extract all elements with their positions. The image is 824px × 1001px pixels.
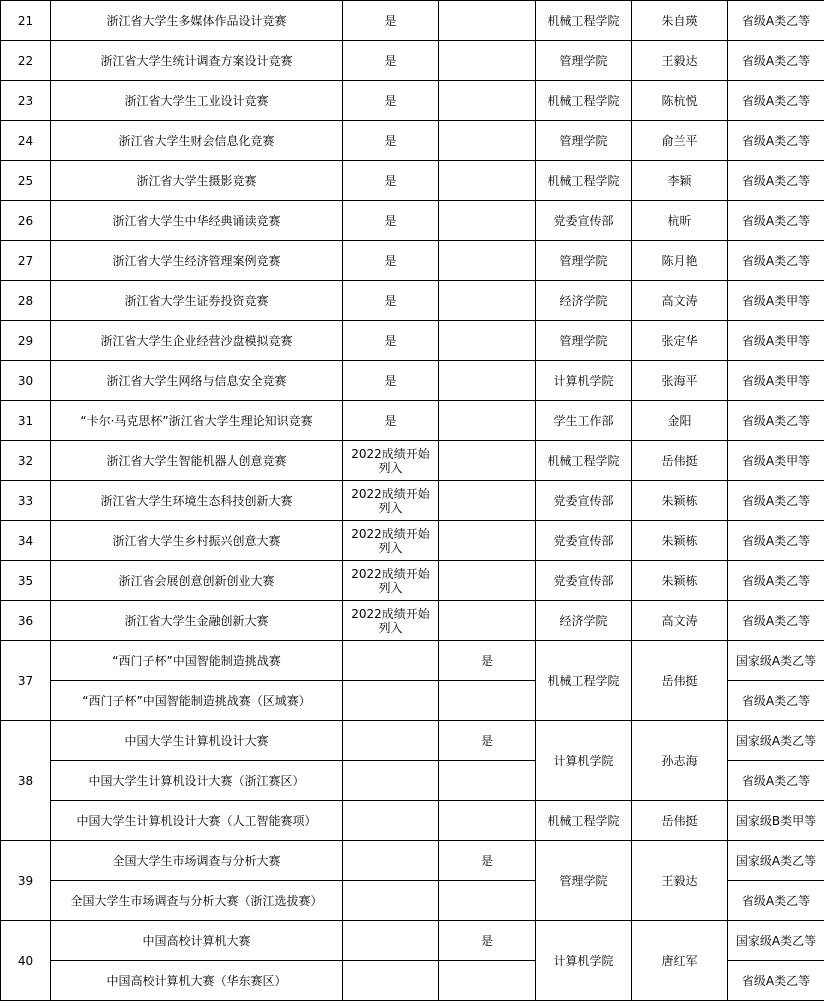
- competition-level: 省级A类甲等: [728, 321, 824, 361]
- blank-cell: [439, 121, 536, 161]
- table-row: [1, 241, 824, 281]
- competition-level: 国家级A类乙等: [728, 921, 824, 961]
- organizer-unit: 机械工程学院: [536, 641, 632, 721]
- included-flag: 是: [439, 841, 536, 881]
- table-row: [1, 801, 824, 841]
- organizer-unit: 管理学院: [536, 241, 632, 281]
- competition-level: 国家级A类乙等: [728, 841, 824, 881]
- contact-person: 唐红军: [632, 921, 728, 1001]
- blank-cell: [343, 881, 439, 921]
- organizer-unit: 计算机学院: [536, 921, 632, 1001]
- included-flag: 2022成绩开始列入: [343, 481, 439, 521]
- competition-name: 中国大学生计算机设计大赛（浙江赛区）: [51, 761, 343, 801]
- contact-person: 朱颖栋: [632, 481, 728, 521]
- blank-cell: [439, 241, 536, 281]
- competition-name: 浙江省大学生多媒体作品设计竞赛: [51, 1, 343, 41]
- organizer-unit: 机械工程学院: [536, 161, 632, 201]
- competition-name: 浙江省大学生中华经典诵读竞赛: [51, 201, 343, 241]
- table-row: [1, 81, 824, 121]
- row-no: 24: [1, 121, 51, 161]
- blank-cell: [439, 521, 536, 561]
- blank-cell: [439, 681, 536, 721]
- table-row: [1, 121, 824, 161]
- competition-level: 国家级A类乙等: [728, 641, 824, 681]
- included-flag: 是: [343, 401, 439, 441]
- blank-cell: [439, 401, 536, 441]
- competition-name: 中国大学生计算机设计大赛（人工智能赛项）: [51, 801, 343, 841]
- competition-name: 浙江省大学生环境生态科技创新大赛: [51, 481, 343, 521]
- contact-person: 朱颖栋: [632, 561, 728, 601]
- competition-name: 全国大学生市场调查与分析大赛: [51, 841, 343, 881]
- blank-cell: [439, 761, 536, 801]
- organizer-unit: 管理学院: [536, 841, 632, 921]
- contact-person: 岳伟挺: [632, 801, 728, 841]
- blank-cell: [439, 441, 536, 481]
- contact-person: 杭昕: [632, 201, 728, 241]
- contact-person: 岳伟挺: [632, 441, 728, 481]
- blank-cell: [439, 201, 536, 241]
- competition-level: 省级A类乙等: [728, 201, 824, 241]
- competition-level: 省级A类甲等: [728, 361, 824, 401]
- table-row: [1, 361, 824, 401]
- competition-level: 省级A类乙等: [728, 81, 824, 121]
- blank-cell: [343, 761, 439, 801]
- organizer-unit: 机械工程学院: [536, 81, 632, 121]
- blank-cell: [343, 681, 439, 721]
- organizer-unit: 机械工程学院: [536, 801, 632, 841]
- row-no: 22: [1, 41, 51, 81]
- blank-cell: [439, 281, 536, 321]
- contact-person: 高文涛: [632, 281, 728, 321]
- included-flag: 是: [343, 161, 439, 201]
- included-flag: 2022成绩开始列入: [343, 441, 439, 481]
- contact-person: 高文涛: [632, 601, 728, 641]
- blank-cell: [439, 361, 536, 401]
- included-flag: 是: [343, 361, 439, 401]
- competition-name: “卡尔·马克思杯”浙江省大学生理论知识竞赛: [51, 401, 343, 441]
- contact-person: 陈杭悦: [632, 81, 728, 121]
- included-flag: 是: [439, 721, 536, 761]
- competition-level: 省级A类乙等: [728, 121, 824, 161]
- blank-cell: [439, 881, 536, 921]
- blank-cell: [439, 801, 536, 841]
- organizer-unit: 党委宣传部: [536, 481, 632, 521]
- row-no: 35: [1, 561, 51, 601]
- blank-cell: [343, 721, 439, 761]
- row-no: 28: [1, 281, 51, 321]
- row-no: 29: [1, 321, 51, 361]
- organizer-unit: 计算机学院: [536, 721, 632, 801]
- row-no: 26: [1, 201, 51, 241]
- table-row: [1, 401, 824, 441]
- competition-level: 省级A类乙等: [728, 41, 824, 81]
- competition-name: 浙江省大学生统计调查方案设计竞赛: [51, 41, 343, 81]
- competition-name: 浙江省大学生企业经营沙盘模拟竞赛: [51, 321, 343, 361]
- row-no: 23: [1, 81, 51, 121]
- table-row: [1, 441, 824, 481]
- organizer-unit: 学生工作部: [536, 401, 632, 441]
- competition-level: 国家级B类甲等: [728, 801, 824, 841]
- table-row: [1, 321, 824, 361]
- blank-cell: [439, 81, 536, 121]
- contact-person: 张海平: [632, 361, 728, 401]
- competition-level: 省级A类乙等: [728, 161, 824, 201]
- blank-cell: [439, 321, 536, 361]
- contact-person: 俞兰平: [632, 121, 728, 161]
- blank-cell: [343, 841, 439, 881]
- competition-name: 浙江省大学生智能机器人创意竞赛: [51, 441, 343, 481]
- row-no: 40: [1, 921, 51, 1001]
- row-no: 31: [1, 401, 51, 441]
- blank-cell: [439, 601, 536, 641]
- blank-cell: [343, 961, 439, 1001]
- organizer-unit: 计算机学院: [536, 361, 632, 401]
- organizer-unit: 党委宣传部: [536, 561, 632, 601]
- included-flag: 2022成绩开始列入: [343, 561, 439, 601]
- competition-level: 国家级A类乙等: [728, 721, 824, 761]
- contact-person: 金阳: [632, 401, 728, 441]
- table-row: [1, 521, 824, 561]
- competition-name: “西门子杯”中国智能制造挑战赛（区域赛）: [51, 681, 343, 721]
- competition-level: 省级A类甲等: [728, 281, 824, 321]
- organizer-unit: 机械工程学院: [536, 1, 632, 41]
- blank-cell: [439, 961, 536, 1001]
- competition-name: 全国大学生市场调查与分析大赛（浙江选拔赛）: [51, 881, 343, 921]
- table-row: [1, 841, 824, 881]
- row-no: 32: [1, 441, 51, 481]
- row-no: 27: [1, 241, 51, 281]
- included-flag: 是: [439, 921, 536, 961]
- table-row: [1, 41, 824, 81]
- contact-person: 朱颖栋: [632, 521, 728, 561]
- organizer-unit: 管理学院: [536, 41, 632, 81]
- row-no: 37: [1, 641, 51, 721]
- organizer-unit: 管理学院: [536, 321, 632, 361]
- competition-level: 省级A类乙等: [728, 241, 824, 281]
- included-flag: 是: [343, 41, 439, 81]
- contact-person: 孙志海: [632, 721, 728, 801]
- blank-cell: [343, 801, 439, 841]
- competition-name: 浙江省大学生乡村振兴创意大赛: [51, 521, 343, 561]
- row-no: 38: [1, 721, 51, 841]
- competition-level: 省级A类乙等: [728, 961, 824, 1001]
- competition-level: 省级A类乙等: [728, 561, 824, 601]
- contact-person: 王毅达: [632, 41, 728, 81]
- included-flag: 是: [343, 281, 439, 321]
- organizer-unit: 经济学院: [536, 601, 632, 641]
- included-flag: 是: [343, 201, 439, 241]
- organizer-unit: 机械工程学院: [536, 441, 632, 481]
- competition-level: 省级A类乙等: [728, 521, 824, 561]
- row-no: 33: [1, 481, 51, 521]
- included-flag: 是: [439, 641, 536, 681]
- competition-level: 省级A类甲等: [728, 441, 824, 481]
- competition-name: 浙江省大学生财会信息化竞赛: [51, 121, 343, 161]
- blank-cell: [439, 561, 536, 601]
- competition-name: 浙江省大学生金融创新大赛: [51, 601, 343, 641]
- competition-level: 省级A类乙等: [728, 881, 824, 921]
- competition-name: 中国高校计算机大赛（华东赛区）: [51, 961, 343, 1001]
- included-flag: 是: [343, 241, 439, 281]
- competition-level: 省级A类乙等: [728, 1, 824, 41]
- competition-name: 浙江省大学生证券投资竞赛: [51, 281, 343, 321]
- table-row: [1, 201, 824, 241]
- table-row: [1, 921, 824, 961]
- row-no: 25: [1, 161, 51, 201]
- table-row: [1, 721, 824, 761]
- contact-person: 李颖: [632, 161, 728, 201]
- competition-name: 中国大学生计算机设计大赛: [51, 721, 343, 761]
- competition-level: 省级A类乙等: [728, 761, 824, 801]
- contact-person: 朱自瑛: [632, 1, 728, 41]
- table-row: [1, 561, 824, 601]
- competition-level: 省级A类乙等: [728, 481, 824, 521]
- competition-name: 浙江省大学生工业设计竞赛: [51, 81, 343, 121]
- table-row: [1, 281, 824, 321]
- competition-level: 省级A类乙等: [728, 401, 824, 441]
- blank-cell: [343, 921, 439, 961]
- blank-cell: [439, 161, 536, 201]
- row-no: 21: [1, 1, 51, 41]
- included-flag: 是: [343, 81, 439, 121]
- included-flag: 是: [343, 321, 439, 361]
- contact-person: 王毅达: [632, 841, 728, 921]
- contact-person: 岳伟挺: [632, 641, 728, 721]
- competition-level: 省级A类乙等: [728, 681, 824, 721]
- table-row: [1, 161, 824, 201]
- competition-name: “西门子杯”中国智能制造挑战赛: [51, 641, 343, 681]
- competition-name: 浙江省大学生经济管理案例竞赛: [51, 241, 343, 281]
- row-no: 34: [1, 521, 51, 561]
- competition-level: 省级A类乙等: [728, 601, 824, 641]
- row-no: 39: [1, 841, 51, 921]
- organizer-unit: 经济学院: [536, 281, 632, 321]
- table-row: [1, 1, 824, 41]
- row-no: 36: [1, 601, 51, 641]
- contact-person: 陈月艳: [632, 241, 728, 281]
- included-flag: 2022成绩开始列入: [343, 601, 439, 641]
- included-flag: 2022成绩开始列入: [343, 521, 439, 561]
- blank-cell: [439, 41, 536, 81]
- table-row: [1, 641, 824, 681]
- competition-name: 浙江省会展创意创新创业大赛: [51, 561, 343, 601]
- contact-person: 张定华: [632, 321, 728, 361]
- blank-cell: [343, 641, 439, 681]
- blank-cell: [439, 1, 536, 41]
- table-row: [1, 601, 824, 641]
- organizer-unit: 管理学院: [536, 121, 632, 161]
- row-no: 30: [1, 361, 51, 401]
- competition-name: 浙江省大学生摄影竞赛: [51, 161, 343, 201]
- organizer-unit: 党委宣传部: [536, 521, 632, 561]
- included-flag: 是: [343, 121, 439, 161]
- table-row: [1, 481, 824, 521]
- competition-name: 浙江省大学生网络与信息安全竞赛: [51, 361, 343, 401]
- competition-name: 中国高校计算机大赛: [51, 921, 343, 961]
- blank-cell: [439, 481, 536, 521]
- included-flag: 是: [343, 1, 439, 41]
- organizer-unit: 党委宣传部: [536, 201, 632, 241]
